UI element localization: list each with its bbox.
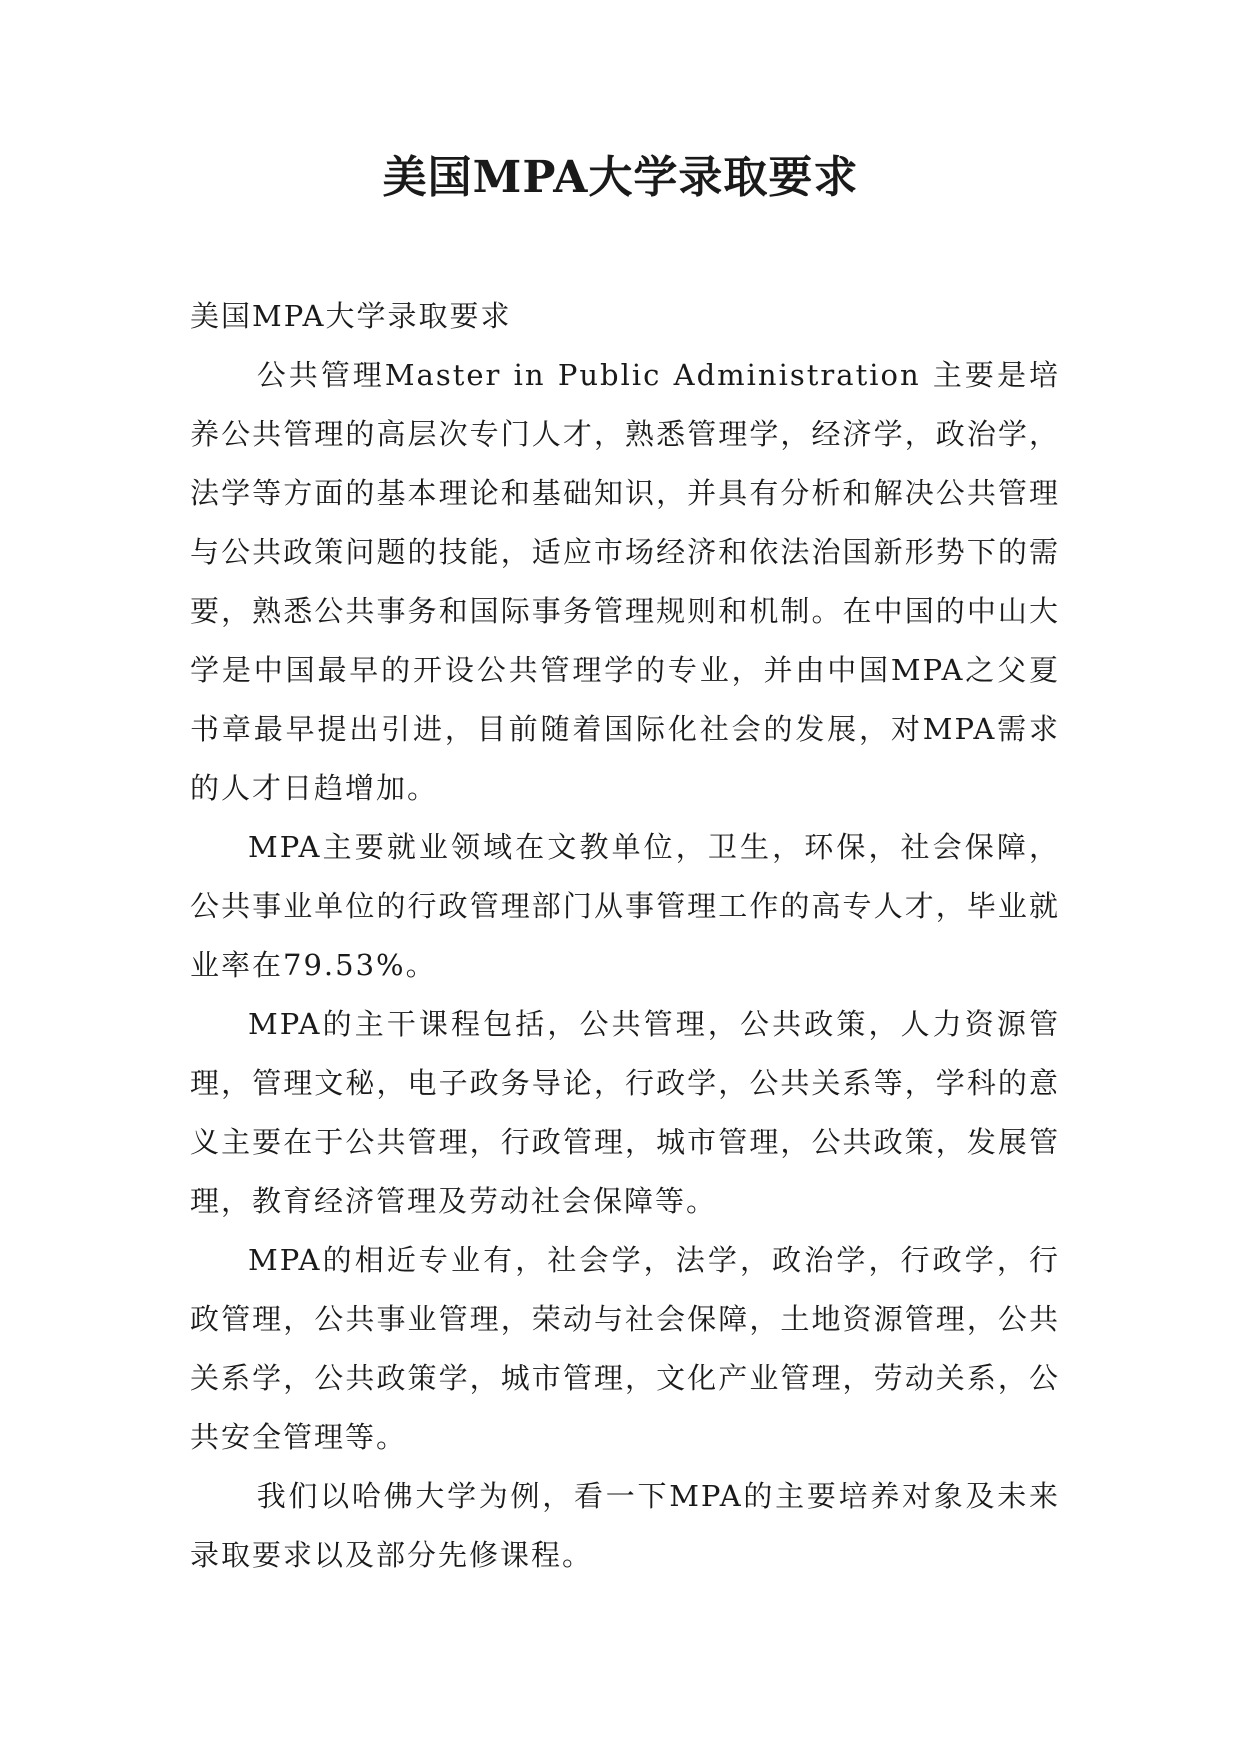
paragraph-related-majors: MPA的相近专业有，社会学，法学，政治学，行政学，行政管理，公共事业管理，荣动与社会保障，土地资源管理，公共关系学，公共政策学，城市管理，文化产业管理，劳动关系，公共安全管理等。 (190, 1243, 1060, 1454)
paragraph-courses: MPA的主干课程包括，公共管理，公共政策，人力资源管理，管理文秘，电子政务导论，行政学，公共关系等，学科的意义主要在于公共管理，行政管理，城市管理，公共政策，发展管理，教育经济管理及劳动社会保障等。 (190, 1007, 1060, 1218)
document-title: 美国MPA大学录取要求 (382, 152, 859, 203)
paragraph-intro: 公共管理Master in Public Administration 主要是培养公共管理的高层次专门人才，熟悉管理学，经济学，政治学，法学等方面的基本理论和基础知识，并具有分析和解决公共管理与公共政策问题的技能，适应市场经济和依法治国新形势下的需要，熟悉公共事务和国际事务管理规则和机制。在中国的中山大学是中国最早的开设公共管理学的专业，并由中国MPA之父夏书章最早提出引进，目前随着国际化社会的发展，对MPA需求的人才日趋增加。 (190, 358, 1060, 805)
document-subtitle: 美国MPA大学录取要求 (190, 299, 512, 333)
document-body (190, 287, 1060, 1585)
paragraph-harvard-example: 我们以哈佛大学为例，看一下MPA的主要培养对象及未来录取要求以及部分先修课程。 (190, 1479, 1060, 1572)
paragraph-employment: MPA主要就业领域在文教单位，卫生，环保，社会保障，公共事业单位的行政管理部门从事管理工作的高专人才，毕业就业率在79.53%。 (190, 830, 1060, 982)
